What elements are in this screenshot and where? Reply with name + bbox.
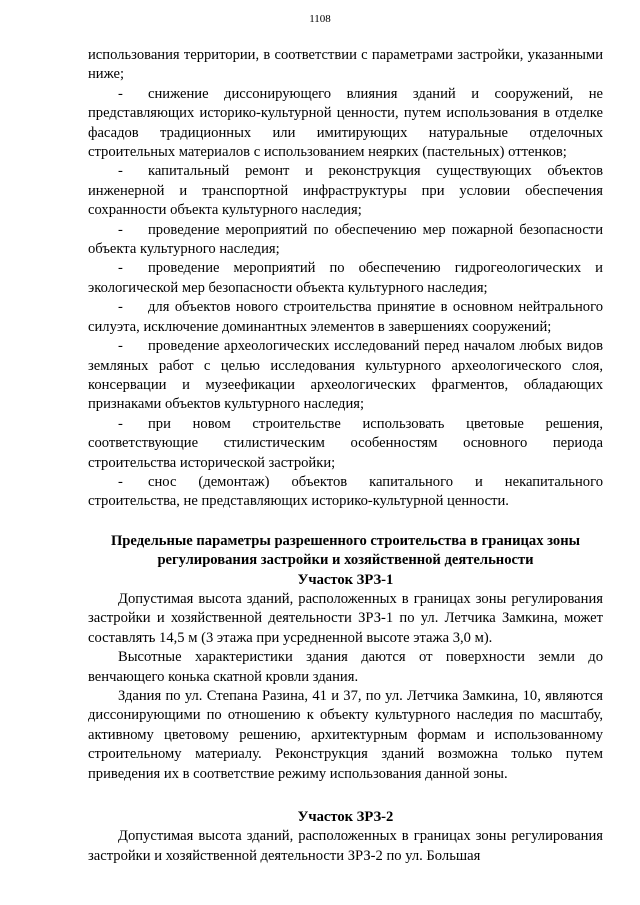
bullet-marker: - (118, 299, 123, 316)
bullet-text: при новом строительстве использовать цветовые решения, соответствующие стилистическим особенностям основного периода строительства исторической застройки; (88, 415, 603, 471)
bullet-item (88, 221, 603, 260)
bullet-text: капитальный ремонт и реконструкция существующих объектов инженерной и транспортной инфраструктуры при условии обеспечения сохранности объекта культурного наследия; (88, 163, 603, 219)
page-number: 1108 (309, 13, 331, 25)
intro-paragraph: использования территории, в соответствии с параметрами застройки, указанными ниже; (88, 47, 603, 83)
bullet-item (88, 298, 603, 337)
zrz1-paragraph: Здания по ул. Степана Разина, 41 и 37, по ул. Летчика Замкина, 10, являются диссонирующими по отношению к объекту культурного наследия по масштабу, активному цветовому решению, архитектурным формам и использованному строительному материалу. Реконструкция зданий возможна только путем приведения их в соответствие режиму использования данной зоны. (88, 688, 603, 782)
zrz1-paragraph: Допустимая высота зданий, расположенных в границах зоны регулирования застройки и хозяйственной деятельности ЗРЗ-1 по ул. Летчика Замкина, может составлять 14,5 м (3 этажа при усредненной высоте этажа 3,0 м). (88, 590, 603, 646)
page-body (88, 46, 603, 866)
bullet-item (88, 473, 603, 512)
spacer (88, 512, 603, 532)
section-heading: Предельные параметры разрешенного строительства в границах зоны регулирования застройки и хозяйственной деятельности (110, 532, 581, 569)
zrz2-title: Участок ЗРЗ-2 (297, 809, 394, 826)
bullet-text: проведение археологических исследований перед началом любых видов земляных работ с целью исследования культурного археологического слоя, консервации и музеефикации археологических фрагментов, обладающих признаками объектов культурного наследия; (88, 338, 603, 413)
bullet-marker: - (118, 415, 123, 432)
bullet-item (88, 337, 603, 415)
bullet-text: проведение мероприятий по обеспечению гидрогеологических и экологической мер безопасности объекта культурного наследия; (88, 260, 603, 296)
bullet-item (88, 415, 603, 473)
zrz1-paragraph: Высотные характеристики здания даются от поверхности земли до венчающего конька скатной кровли здания. (88, 649, 603, 685)
bullet-marker: - (118, 338, 123, 355)
bullet-item (88, 85, 603, 163)
zrz1-title: Участок ЗРЗ-1 (297, 571, 394, 588)
bullet-marker: - (118, 473, 123, 490)
bullet-marker: - (118, 221, 123, 238)
bullet-marker: - (118, 85, 123, 102)
bullet-text: проведение мероприятий по обеспечению мер пожарной безопасности объекта культурного наследия; (88, 221, 603, 258)
zrz2-paragraph: Допустимая высота зданий, расположенных в границах зоны регулирования застройки и хозяйственной деятельности ЗРЗ-2 по ул. Большая (88, 828, 603, 864)
bullet-item (88, 162, 603, 220)
bullet-text: снижение диссонирующего влияния зданий и сооружений, не представляющих историко-культурной ценности, путем использования в отделке фасадов традиционных или имитирующих натуральные отделочных строительных материалов с использованием неярких (пастельных) оттенков; (88, 85, 603, 161)
bullet-marker: - (118, 163, 123, 180)
spacer (88, 784, 603, 808)
bullet-text: для объектов нового строительства принятие в основном нейтрального силуэта, исключение доминантных элементов в завершениях сооружений; (88, 299, 603, 335)
bullet-item (88, 259, 603, 298)
bullet-marker: - (118, 260, 123, 277)
bullet-text: снос (демонтаж) объектов капитального и некапитального строительства, не представляющих историко-культурной ценности. (88, 473, 603, 510)
